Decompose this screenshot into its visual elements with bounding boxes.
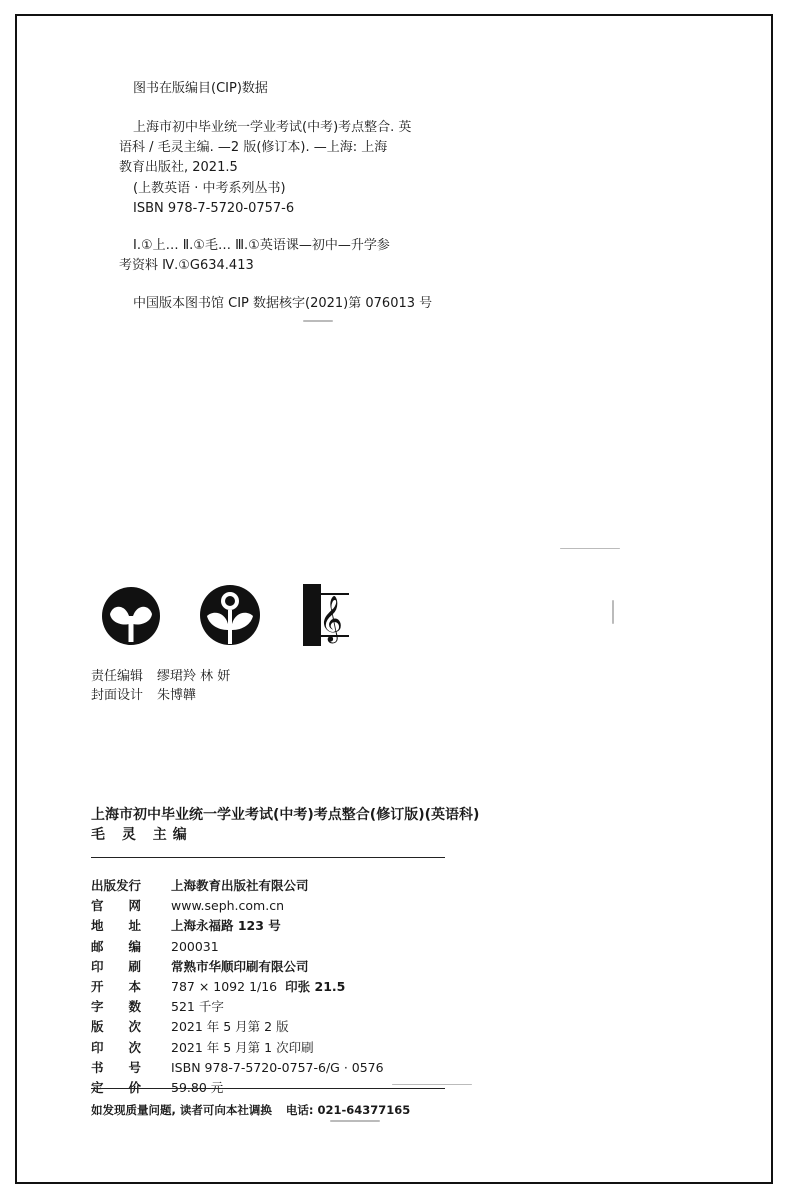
treble-clef-logo-icon [303,584,349,646]
pub-value: 常熟市华顺印刷有限公司 [171,958,309,974]
pub-value: www.seph.com.cn [171,898,284,914]
cip-isbn: ISBN 978-7-5720-0757-6 [133,201,295,216]
pub-row [91,1038,384,1058]
scan-speck [560,548,620,549]
editor-credit [91,668,230,686]
pub-value: 2021 年 5 月第 1 次印刷 [171,1039,314,1055]
pub-row [91,896,384,916]
cip-record-number: 中国版本图书馆 CIP 数据核字(2021)第 076013 号 [133,296,433,311]
cover-label: 封面设计 [91,688,144,703]
cip-line-2: 语科 / 毛灵主编. —2 版(修订本). —上海: 上海 [119,140,388,155]
book-author: 毛 灵 主编 [91,827,193,843]
pub-value: ISBN 978-7-5720-0757-6/G · 0576 [171,1059,384,1075]
pub-row [91,977,384,997]
pub-row [91,957,384,977]
scan-speck [330,1120,380,1122]
pub-label: 地址 [91,918,141,934]
publication-info-table [91,876,384,1098]
cip-line-3: 教育出版社, 2021.5 [119,160,238,175]
cip-series: (上教英语 · 中考系列丛书) [133,181,286,196]
cover-design-credit [91,687,196,705]
scan-speck [303,320,333,322]
pub-value: 上海教育出版社有限公司 [171,878,309,893]
pub-label: 印次 [91,1039,141,1055]
pub-value: 上海永福路 123 号 [171,918,281,934]
sprout-logo-icon [101,586,161,646]
pub-row [91,1058,384,1078]
book-title: 上海市初中毕业统一学业考试(中考)考点整合(修订版)(英语科) [91,807,480,823]
pub-row [91,997,384,1017]
divider-top [91,857,445,858]
pub-value: 2021 年 5 月第 2 版 [171,1019,289,1035]
pub-value: 787 × 1092 1/16 [171,978,278,994]
cip-classification-1: Ⅰ.①上… Ⅱ.①毛… Ⅲ.①英语课—初中—升学参 [133,238,390,253]
cip-line-1: 上海市初中毕业统一学业考试(中考)考点整合. 英 [133,120,412,135]
pub-row [91,937,384,957]
pub-value: 200031 [171,938,219,954]
footer-notice: 如发现质量问题, 读者可向本社调换 [91,1103,272,1117]
cip-title: 图书在版编目(CIP)数据 [133,81,268,96]
footer-notice-line [91,1101,410,1119]
pub-value: 59.80 元 [171,1079,224,1095]
divider-bottom [91,1088,445,1089]
pub-label: 官网 [91,898,141,914]
pub-label: 邮编 [91,938,141,954]
pub-extra: 印张 21.5 [285,978,346,994]
footer-phone: 电话: 021-64377165 [285,1103,411,1117]
pub-label: 版次 [91,1019,141,1035]
cover-value: 朱博韡 [157,688,197,703]
cip-classification-2: 考资料 Ⅳ.①G634.413 [119,258,254,273]
editor-label: 责任编辑 [91,669,144,684]
pub-value: 521 千字 [171,999,224,1015]
scan-speck [392,1084,472,1085]
pub-label: 定价 [91,1079,141,1095]
editor-value: 缪珺羚 林 妍 [157,669,231,684]
flower-logo-icon [199,584,261,646]
svg-text:𝄞: 𝄞 [319,596,343,642]
scan-speck [612,600,614,624]
pub-label: 开本 [91,978,141,994]
pub-label: 印刷 [91,958,141,974]
pub-row [91,916,384,936]
pub-label: 字数 [91,999,141,1015]
pub-row [91,876,384,896]
pub-label: 出版发行 [91,878,142,893]
pub-label: 书号 [91,1059,141,1075]
pub-row [91,1017,384,1037]
